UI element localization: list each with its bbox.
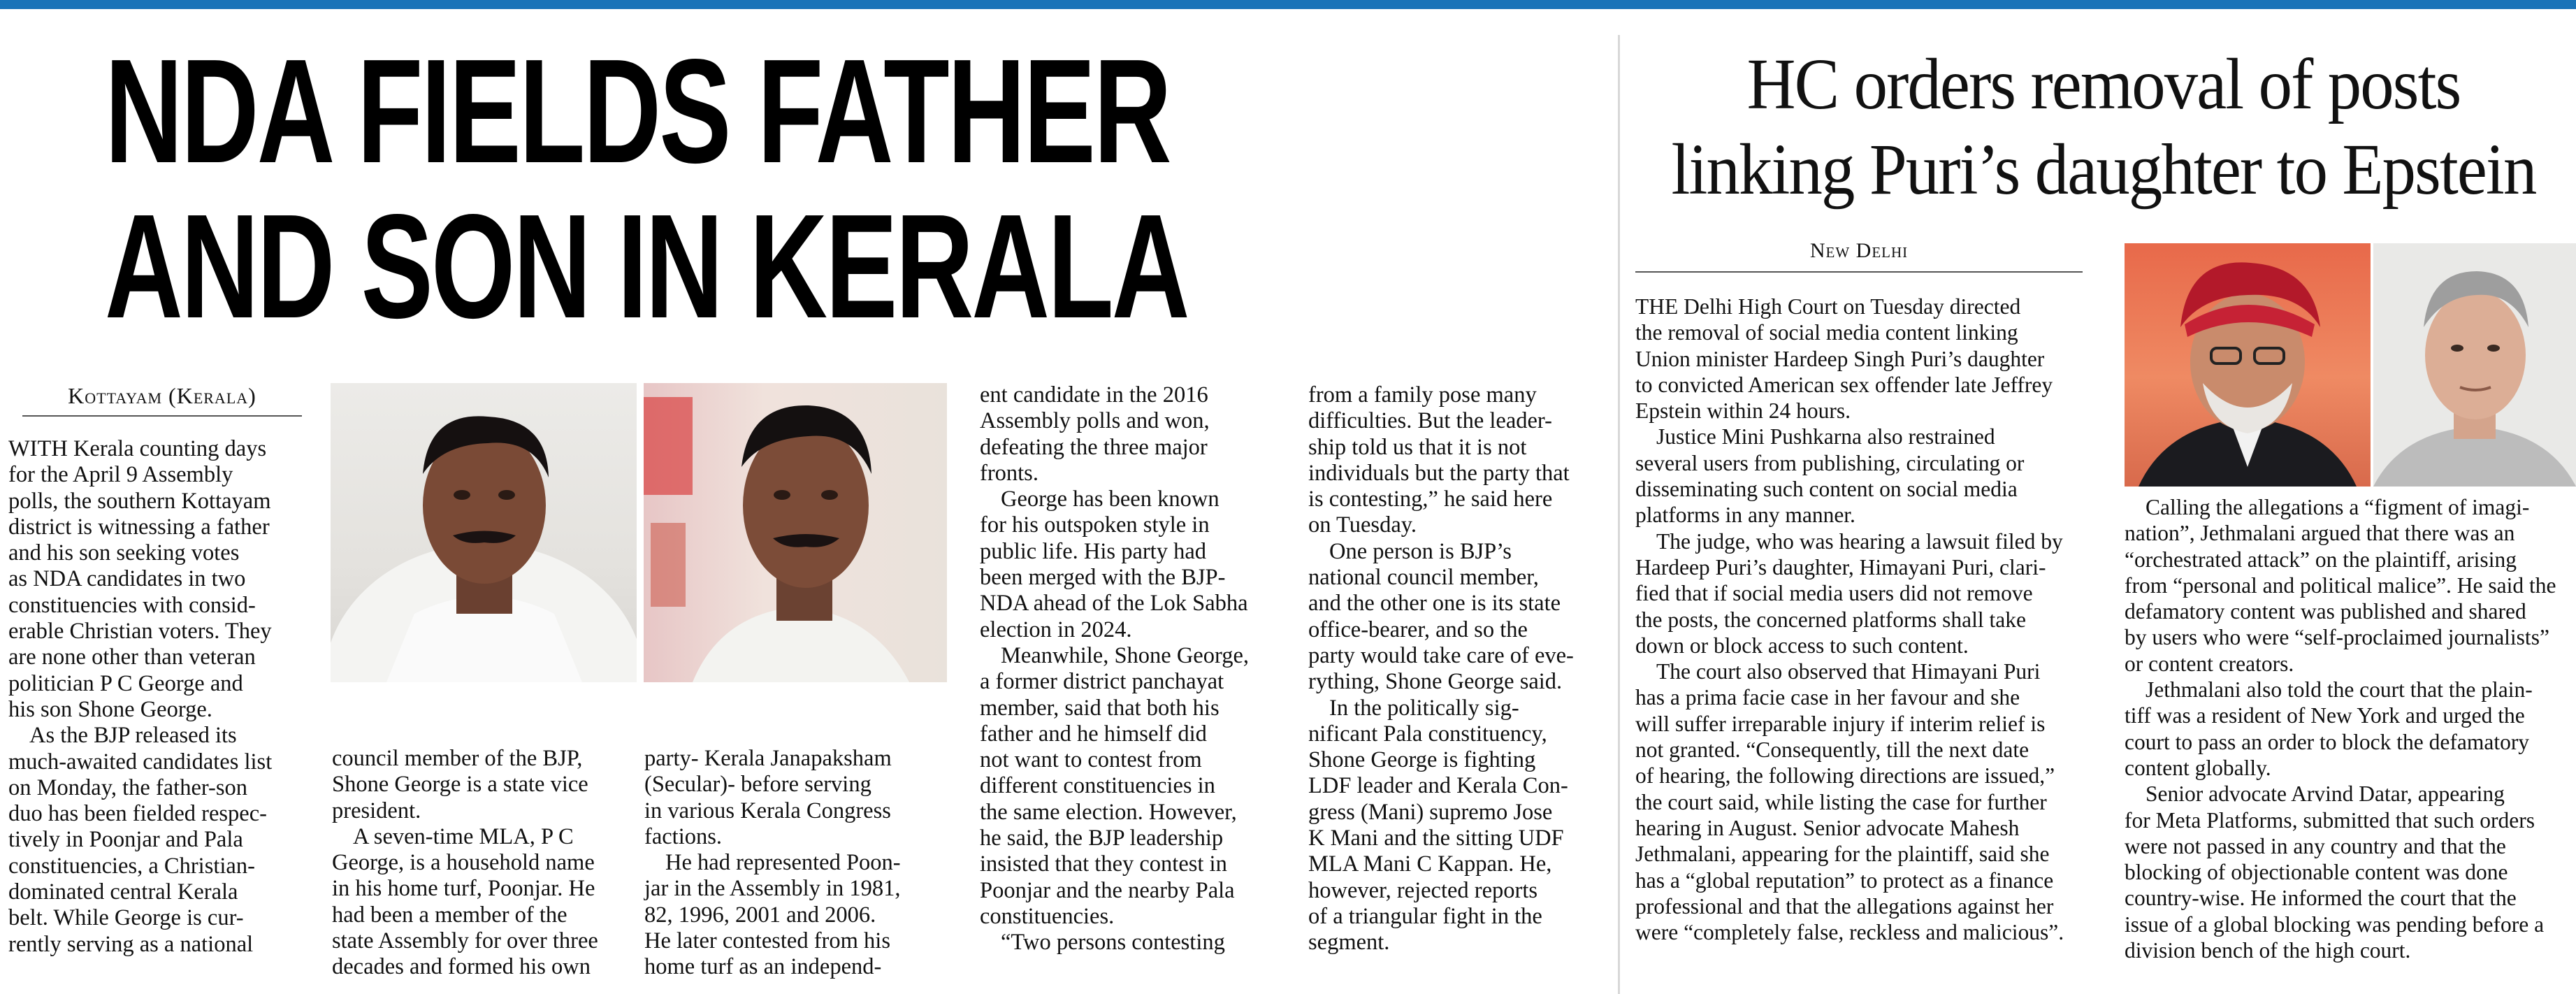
text-line: He later contested from his [644,928,890,954]
text-line: member, said that both his [980,695,1220,721]
jeffrey-epstein-portrait [2373,243,2576,487]
text-line: defamatory content was published and shared [2125,599,2526,624]
text-line: He had represented Poon- [665,850,901,876]
text-line: fronts. [980,460,1039,486]
text-line: George has been known [1001,487,1220,512]
left-headline [105,28,1188,349]
text-line: father and he himself did [980,721,1207,747]
text-line: erable Christian voters. They [8,619,272,644]
text-line: The judge, who was hearing a lawsuit filed by [1656,528,2063,554]
text-line: Meanwhile, Shone George, [1001,642,1250,668]
text-line: to convicted American sex offender late Jeffrey [1635,372,2053,397]
text-line: of hearing, the following directions are issued,” [1635,763,2055,788]
text-line: president. [332,798,421,823]
text-line: jar in the Assembly in 1981, [644,876,901,902]
text-line: much-awaited candidates list [8,749,273,775]
text-line: election in 2024. [980,617,1132,642]
text-line: by users who were “self-proclaimed journalists” [2125,625,2549,650]
text-line: segment. [1308,930,1390,956]
text-line: (Secular)- before serving [644,772,871,798]
text-line: not want to contest from [980,747,1202,773]
text-line: Justice Mini Pushkarna also restrained [1656,424,1995,449]
text-line: issue of a global blocking was pending before a [2125,912,2545,937]
text-line: One person is BJP’s [1329,538,1512,564]
text-line: office-bearer, and so the [1308,617,1528,642]
text-line: party would take care of eve- [1308,642,1574,668]
text-line: rything, Shone George said. [1308,669,1563,695]
text-line: public life. His party had [980,538,1207,564]
text-line: hearing in August. Senior advocate Mahesh [1635,815,2020,840]
left-col-2 [332,746,632,981]
text-line: insisted that they contest in [980,851,1227,877]
text-line: national council member, [1308,565,1539,591]
text-line: the posts, the concerned platforms shall take [1635,607,2026,632]
text-line: division bench of the high court. [2125,938,2411,963]
text-line: factions. [644,823,723,849]
text-line: district is witnessing a father [8,514,270,540]
text-line: platforms in any manner. [1635,503,1855,528]
text-line: from “personal and political malice”. He said the [2125,572,2556,598]
text-line: is contesting,” he said here [1308,487,1553,512]
top-accent-bar [0,0,2576,9]
text-line: home turf as an independ- [644,954,882,980]
text-line: nation”, Jethmalani argued that there was an [2125,521,2515,546]
text-line: his son Shone George. [8,696,212,722]
text-line: polls, the southern Kottayam [8,488,271,514]
text-line: constituencies with consid- [8,592,256,618]
text-line: as NDA candidates in two [8,566,246,592]
text-line: Shone George is a state vice [332,772,588,798]
left-col-3 [644,746,945,981]
right-dateline [1635,239,2083,273]
text-line: will suffer irreparable injury if interim relief is [1635,711,2046,736]
text-line: politician P C George and [8,670,243,696]
text-line: the same election. However, [980,799,1237,825]
text-line: defeating the three major [980,434,1208,460]
left-col-4 [980,382,1259,956]
right-headline [1668,42,2539,213]
text-line: MLA Mani C Kappan. He, [1308,851,1552,877]
text-line: has a prima facie case in her favour and she [1635,685,2020,710]
text-line: a former district panchayat [980,669,1224,695]
text-line: council member of the BJP, [332,746,583,771]
text-line: Jethmalani, appearing for the plaintiff, said she [1635,842,2050,867]
text-line: Jethmalani also told the court that the plain- [2146,677,2533,703]
text-line: were “completely false, reckless and malicious”. [1635,920,2064,945]
text-line: were not passed in any country and that the [2125,833,2506,858]
text-line: from a family pose many [1308,382,1537,408]
text-line: for Meta Platforms, submitted that such orders [2125,807,2535,833]
text-line: court to pass an order to block the defamatory [2125,729,2530,754]
text-line: down or block access to such content. [1635,633,1969,658]
text-line: individuals but the party that [1308,460,1570,486]
right-headline-line-1: HC orders removal of posts [1746,44,2461,124]
text-line: gress (Mani) supremo Jose [1308,799,1553,825]
text-line: are none other than veteran [8,644,256,670]
text-line: for his outspoken style in [980,512,1210,538]
text-line: nificant Pala constituency, [1308,721,1547,747]
text-line: George, is a household name [332,850,595,876]
pc-george-portrait [331,383,637,682]
photo-hardeep-puri [2125,243,2371,487]
text-line: LDF leader and Kerala Con- [1308,773,1568,799]
text-line: constituencies. [980,903,1115,929]
text-line: dominated central Kerala [8,879,238,905]
text-line: not granted. “Consequently, till the next date [1635,737,2029,763]
left-col-5 [1308,382,1602,956]
text-line: ent candidate in the 2016 [980,382,1208,408]
text-line: THE Delhi High Court on Tuesday directed [1635,294,2021,319]
left-dateline-text: Kottayam (Kerala) [68,383,256,408]
text-line: 82, 1996, 2001 and 2006. [644,902,876,928]
text-line: difficulties. But the leader- [1308,408,1552,434]
text-line: As the BJP released its [29,723,237,749]
column-divider [1618,35,1620,994]
text-line: Senior advocate Arvind Datar, appearing [2146,781,2505,807]
text-line: different constituencies in [980,773,1215,799]
text-line: rently serving as a national [8,931,254,957]
left-dateline [22,383,302,417]
text-line: K Mani and the sitting UDF [1308,826,1564,851]
text-line: in various Kerala Congress [644,798,891,823]
text-line: belt. While George is cur- [8,905,244,931]
text-line: on Monday, the father-son [8,775,248,800]
text-line: Poonjar and the nearby Pala [980,877,1235,903]
text-line: In the politically sig- [1329,695,1519,721]
text-line: and the other one is its state [1308,591,1561,617]
text-line: the court said, while listing the case for further [1635,789,2047,814]
text-line: A seven-time MLA, P C [353,823,574,849]
text-line: however, rejected reports [1308,877,1538,903]
text-line: of a triangular fight in the [1308,903,1542,929]
right-dateline-text: New Delhi [1809,239,1909,262]
left-col-1 [8,436,302,958]
text-line: on Tuesday. [1308,512,1417,538]
text-line: Shone George is fighting [1308,747,1536,773]
text-line: disseminating such content on social media [1635,477,2018,502]
text-line: duo has been fielded respec- [8,801,267,827]
text-line: Hardeep Puri’s daughter, Himayani Puri, clari- [1635,554,2046,579]
text-line: Assembly polls and won, [980,408,1210,434]
text-line: has a “global reputation” to protect as a finance [1635,867,2054,893]
text-line: tiff was a resident of New York and urged the [2125,703,2525,728]
text-line: tively in Poonjar and Pala [8,827,243,853]
text-line: he said, the BJP leadership [980,826,1224,851]
text-line: ship told us that it is not [1308,434,1527,460]
text-line: party- Kerala Janapaksham [644,746,892,771]
text-line: “orchestrated attack” on the plaintiff, arising [2125,547,2517,572]
right-col-1 [1635,294,2090,945]
right-col-2 [2125,494,2575,963]
left-headline-line-1: NDA FIELDS FATHER [105,28,1170,194]
text-line: Calling the allegations a “figment of imagi- [2146,495,2530,519]
text-line: or content creators. [2125,651,2294,676]
text-line: NDA ahead of the Lok Sabha [980,591,1248,617]
text-line: been merged with the BJP- [980,565,1226,591]
text-line: Union minister Hardeep Singh Puri’s daughter [1635,346,2045,371]
text-line: country-wise. He informed the court that the [2125,886,2517,911]
photo-pc-george [331,383,637,682]
text-line: the removal of social media content linking [1635,320,2018,345]
text-line: blocking of objectionable content was done [2125,860,2508,885]
text-line: Epstein within 24 hours. [1635,398,1851,424]
shone-george-portrait [644,383,947,682]
text-line: decades and formed his own [332,954,591,980]
text-line: The court also observed that Himayani Puri [1656,659,2041,684]
hardeep-puri-portrait [2125,243,2371,487]
text-line: constituencies, a Christian- [8,853,255,879]
left-headline-line-2: AND SON IN KERALA [105,183,1188,349]
right-headline-line-2: linking Puri’s daughter to Epstein [1671,129,2536,210]
text-line: professional and that the allegations against her [1635,893,2054,919]
text-line: and his son seeking votes [8,540,240,566]
text-line: state Assembly for over three [332,928,598,954]
text-line: for the April 9 Assembly [8,462,233,488]
photo-jeffrey-epstein [2373,243,2576,487]
photo-shone-george [644,383,947,682]
text-line: several users from publishing, circulating or [1635,450,2025,475]
text-line: in his home turf, Poonjar. He [332,876,595,902]
text-line: WITH Kerala counting days [8,436,267,461]
text-line: content globally. [2125,755,2271,780]
text-line: had been a member of the [332,902,567,928]
text-line: “Two persons contesting [1001,930,1225,956]
text-line: fied that if social media users did not remove [1635,581,2033,606]
